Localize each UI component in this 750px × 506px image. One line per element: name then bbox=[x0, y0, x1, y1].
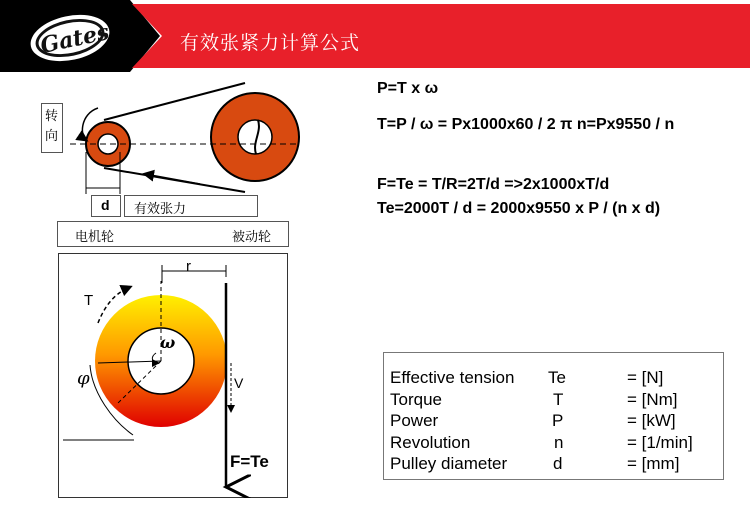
r-label: r bbox=[186, 258, 191, 275]
legend-unit: = [Nm] bbox=[627, 389, 678, 409]
legend-unit: = [1/min] bbox=[627, 432, 693, 452]
legend-symbol: d bbox=[553, 454, 563, 473]
force-label: F=Te bbox=[230, 452, 269, 471]
legend-name: Torque bbox=[390, 389, 442, 409]
formula-effective-tension: Te=2000T / d = 2000x9550 x P / (n x d) bbox=[377, 200, 661, 217]
phi-label: φ bbox=[77, 368, 90, 389]
gates-logo-text: Gates bbox=[38, 19, 112, 59]
legend-symbol: T bbox=[553, 389, 564, 409]
legend-name: Power bbox=[390, 411, 439, 430]
legend-name: Pulley diameter bbox=[390, 454, 508, 473]
header-banner bbox=[0, 0, 750, 72]
motor-pulley-label: 电机轮 bbox=[75, 230, 115, 245]
legend-symbol: P bbox=[552, 411, 564, 430]
formula-power: P=T x ω bbox=[377, 80, 439, 97]
rotation-label: 转向 bbox=[45, 109, 59, 144]
legend-unit: = [mm] bbox=[627, 454, 680, 473]
legend-symbol: n bbox=[554, 432, 564, 452]
torque-label: T bbox=[84, 292, 94, 309]
tension-arrow bbox=[145, 174, 200, 184]
velocity-label: V bbox=[234, 375, 244, 391]
tension-label: 有效张力 bbox=[134, 202, 187, 217]
legend-name: Effective tension bbox=[390, 368, 515, 387]
page-title: 有效张紧力计算公式 bbox=[180, 32, 361, 54]
legend-unit: = [kW] bbox=[627, 411, 676, 430]
d-label: d bbox=[101, 197, 110, 213]
legend-symbol: Te bbox=[548, 368, 566, 387]
formula-torque: T=P / ω = Px1000x60 / 2 π n=Px9550 / n bbox=[377, 116, 675, 133]
legend-name: Revolution bbox=[390, 432, 471, 452]
omega-label: ω bbox=[160, 333, 176, 352]
formula-force: F=Te = T/R=2T/d =>2x1000xT/d bbox=[377, 176, 610, 193]
legend-unit: = [N] bbox=[627, 368, 664, 387]
driven-pulley-label: 被动轮 bbox=[232, 230, 272, 245]
